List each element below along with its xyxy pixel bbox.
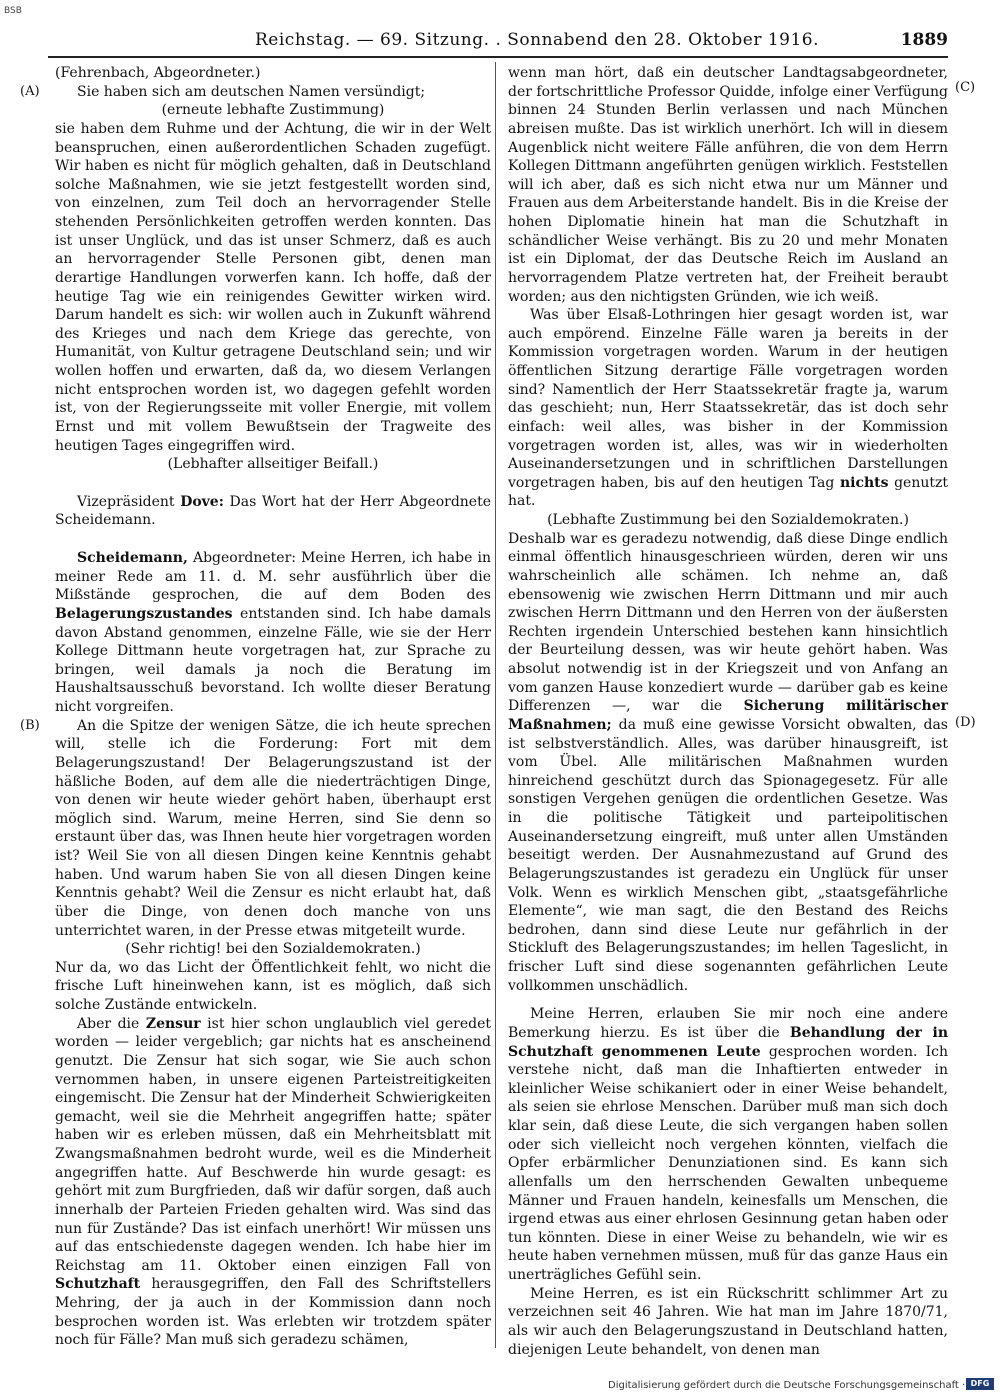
speaker-paragraph (55, 549, 491, 717)
bold-term: Behandlung der in Schutzhaft genommenen Leute (508, 1024, 949, 1060)
previous-speaker: (Fehrenbach, Abgeordneter.) (55, 65, 261, 81)
paragraph: sie haben dem Ruhme und der Achtung, die wir in der Welt beanspruchen, einen außerordentlichen Schaden zugefügt. Wir haben es nicht für möglich gehalten, daß in Deutschland solche Maßnahmen, wie sie jetzt festgestellt worden sind, von einzelnen, zum Teil doch an hervorragender Stelle stehenden Persönlichkeiten getroffen werden konnten. Das ist unser Unglück, und das ist unser Schmerz, daß es auch an hervorragender Stelle Personen gibt, denen man derartige Handlungen vorwerfen kann. Ich hoffe, daß der heutige Tag wie ein reinigendes Gewitter wirken wird. Darum handelt es sich: wir wollen auch in Zukunft während des Krieges und nach dem Kriege das gerechte, von Humanität, von Kultur getragene Deutschland sein; und wir wollen hoffen und erwarten, daß da, wo diesem Verlangen nicht entsprochen worden ist, wo dagegen gefehlt worden ist, von der Regierungsseite mit voller Energie, mit vollem Ernst und mit vollem Bewußtsein der Tragweite des heutigen Tages eingegriffen wird. (55, 120, 491, 454)
margin-marker-d: (D) (955, 715, 976, 730)
paragraph-text: genutzt hat. (508, 474, 949, 510)
paragraph (508, 306, 948, 511)
paragraph-text: Aber die (77, 1015, 140, 1032)
paragraph-text: ist hier schon unglaublich viel geredet worden — leider vergeblich; gar nichts hat es anscheinend genutzt. Die Zensur hat sich sogar, wie Sie auch schon vernommen haben, in unsere eigenen Parteistreitigkeiten eingemischt. Die Zensur hat der Minderheit Schwierigkeiten gemacht, weil sie die Mehrheit angegriffen hatte; später haben wir es erleben müssen, daß ein Mehrheitsblatt mit Zwangsmaßnahmen bedroht wurde, weil es die Minderheit angegriffen hatte. Auf Beschwerde hin wurde gesagt: es gehört mit zum Burgfrieden, daß wir dafür sorgen, daß auch innerhalb der Parteien Frieden gehalten wird. Was sind das nun für Zustände? Das ist einfach unerhört! Wir müssen uns auf das entschiedenste dagegen wenden. Ich habe hier im Reichstag am 11. Oktober einen einzigen Fall von (55, 1015, 491, 1274)
speaker-name: Scheidemann, (77, 550, 188, 566)
funding-footer: Digitalisierung gefördert durch die Deutsche Forschungsgemeinschaft · (608, 1380, 966, 1391)
remark: (Sehr richtig! bei den Sozialdemokraten.) (125, 941, 421, 958)
margin-marker-b: (B) (20, 718, 40, 733)
paragraph: wenn man hört, daß ein deutscher Landtagsabgeordneter, der fortschrittliche Professor Quidde, infolge einer Verfügung binnen 24 Stunden Berlin verlassen und nach München abreisen mußte. Das ist wirklich unerhört. Ich will in diesem Augenblick nicht weitere Fälle anführen, die von dem Herrn Kollegen Dittmann angeführten genügen wirklich. Feststellen will ich aber, daß es sich nicht etwa nur um Männer und Frauen aus dem Arbeiterstande handelt. Bis in die Kreise der hohen Diplomatie hinein hat man die Schutzhaft in schändlicher Weise verhängt. Bis zu 20 und mehr Monaten ist ein Diplomat, der das Deutsche Reich im Ausland an hervorragendem Platze vertreten hat, der Freiheit beraubt worden; aus den nichtigsten Gründen, wie ich weiß. (508, 65, 948, 305)
page-number: 1889 (900, 30, 948, 50)
bold-term: Belagerungszustandes (55, 605, 233, 622)
paragraph (508, 530, 948, 996)
bold-term: nichts (839, 474, 889, 491)
column-divider (495, 62, 496, 1348)
bold-term: Schutzhaft (55, 1276, 141, 1293)
paragraph-text: da muß eine gewisse Vorsicht obwalten, das ist selbstverständlich. Alles, was darüber hinausgreift, ist vom Übel. Alle militärischen Maßnahmen wurden hinreichend geschützt durch das Spionagegesetz. Für alle sonstigen Vergehen genügen die ordentlichen Gesetze. Was in die politische Tätigkeit und parteipolitischen Auseinandersetzung eingreift, muß unter allen Umständen beseitigt werden. Der Ausnahmezustand auf Grund des Belagerungszustandes ist geradezu ein Unglück für unser Volk. Wenn es wirklich Menschen gibt, „staatsgefährliche Elemente“, wie man sagt, die den Bestand des Reichs bedrohen, dann sind diese Leute nur gefährlich in der Stickluft des Belagerungszustandes; im hellen Tageslicht, in frischer Luft sind diese sogenannten gefährlichen Leute vollkommen unschädlich. (508, 716, 948, 994)
paragraph-text: gesprochen worden. Ich verstehe nicht, daß man die Inhaftierten entweder in kleinlicher Weise schikaniert oder in einer Weise behandelt, als seien sie ehrlose Menschen. Darüber muß man sich doch klar sein, daß diese Leute, die sich vergangen haben sollen oder sich vielleicht noch vergehen könnten, vielfach die Opfer erbärmlicher Denunziationen sind. Es kann sich allenfalls um den herrschenden Gewalten unbequeme Männer und Frauen handeln, keinesfalls um Menschen, die irgend etwas aus einer ehrlosen Gesinnung getan haben oder tun könnten. Diese in einer Weise zu behandeln, wie wir es heute haben vernehmen müssen, muß für das ganze Haus ein unerträgliches Gefühl sein. (508, 1043, 949, 1283)
margin-marker-c: (C) (955, 80, 976, 95)
paragraph (55, 1015, 491, 1350)
remark: (Lebhafter allseitiger Beifall.) (167, 456, 379, 473)
bold-term: Sicherung militärischer Maßnahmen; (508, 698, 948, 733)
paragraph: An die Spitze der wenigen Sätze, die ich heute sprechen will, stelle ich die Forderung: Fort mit dem Belagerungszustand! Der Belagerungszustand ist der häßliche Boden, auf dem alle die niederträchtigen Dinge, von denen wir heute wieder gehört haben, überhaupt erst möglich sind. Warum, meine Herren, sind Sie denn so erstaunt über das, was Ihnen heute hier vorgetragen worden ist? Weil Sie von all diesen Dingen keine Kenntnis gehabt haben. Und warum haben Sie von all diesen Dingen keine Kenntnis gehabt? Weil die Zensur es nicht erlaubt hat, daß über die Dinge, von denen doch manche von uns unterrichtet waren, in der Presse etwas mitgeteilt wurde. (55, 717, 491, 939)
library-stamp: BSB (4, 6, 22, 16)
bold-term: Zensur (145, 1015, 201, 1032)
paragraph: Meine Herren, es ist ein Rückschritt schlimmer Art zu verzeichnen seit 46 Jahren. Wie hat man im Jahre 1870/71, als wir auch den Belagerungszustand in Deutschland hatten, diejenigen Leute behandelt, von denen man (508, 1285, 948, 1358)
margin-marker-a: (A) (20, 84, 40, 99)
right-column (508, 64, 948, 1359)
paragraph-text: Was über Elsaß-Lothringen hier gesagt worden ist, war auch empörend. Einzelne Fälle waren ja bereits in der Kommission vorgetragen worden. Warum in der heutigen öffentlichen Sitzung derartige Fälle vorgetragen worden sind? Namentlich der Herr Staatssekretär fragte ja, warum das geschieht; nun, Herr Staatssekretär, das ist doch sehr einfach: weil alles, was bisher in der Kommission vorgetragen worden ist, alles, was wir in wiederholten Auseinandersetzungen und in schriftlichen Darstellungen vorgetragen haben, bis auf den heutigen Tag (508, 307, 948, 491)
paragraph-text: herausgegriffen, den Fall des Schriftstellers Mehring, der ja auch in der Kommission dann noch besprochen worden ist. Was erlebten wir trotzdem später noch für Fälle? Man muß sich geradezu schämen, (55, 1276, 491, 1349)
vice-president-statement (55, 493, 491, 530)
running-head: Reichstag. — 69. Sitzung. . Sonnabend den 28. Oktober 1916. (255, 30, 820, 50)
paragraph-text: entstanden sind. Ich habe damals davon Abstand genommen, einzelne Fälle, wie sie der Herr Kollege Dittmann heute vorgetragen hat, zur Sprache zu bringen, weil damals ja noch die Beratung im Haushaltsausschuß bevorstand. Ich wollte dieser Beratung nicht vorgreifen. (55, 605, 491, 715)
paragraph-text: Meine Herren, erlauben Sie mir noch eine andere Bemerkung hierzu. Es ist über die (508, 1006, 948, 1041)
dfg-logo: DFG (966, 1378, 994, 1390)
paragraph: Nur da, wo das Licht der Öffentlichkeit fehlt, wo nicht die frische Luft hineinwehen kann, ist es möglich, daß sich solche Zustände entwickeln. (55, 959, 491, 1013)
left-column (55, 64, 491, 1350)
remark: (erneute lebhafte Zustimmung) (161, 102, 385, 119)
paragraph-text: Deshalb war es geradezu notwendig, daß diese Dinge endlich einmal öffentlich hinausgeschrieen würden, deren wir uns wahrscheinlich alle schämen. Ich nehme an, daß ebensowenig wie zwischen Herrn Dittmann und mir auch zwischen Herrn Dittmann und den Herren von der äußersten Rechten irgendein Unterschied bestehen kann hinsichtlich der Beurteilung dessen, was wir heute gehört haben. Was absolut notwendig ist in der Kriegszeit und von Anfang an vom ganzen Hause konzediert wurde — darüber gab es keine Differenzen —, war die (508, 530, 948, 715)
paragraph (508, 1005, 948, 1284)
paragraph-text: Abgeordneter: Meine Herren, ich habe in meiner Rede am 11. d. M. sehr ausführlich über die Mißstände gesprochen, die auf dem Boden des (55, 550, 491, 604)
paragraph: Sie haben sich am deutschen Namen versündigt; (77, 83, 426, 100)
header-rule (48, 56, 948, 58)
vp-label: Vizepräsident (77, 493, 175, 510)
remark: (Lebhafte Zustimmung bei den Sozialdemokraten.) (547, 512, 909, 528)
vp-text: Das Wort hat der Herr Abgeordnete Scheidemann. (55, 493, 491, 529)
vp-name: Dove: (180, 493, 224, 510)
